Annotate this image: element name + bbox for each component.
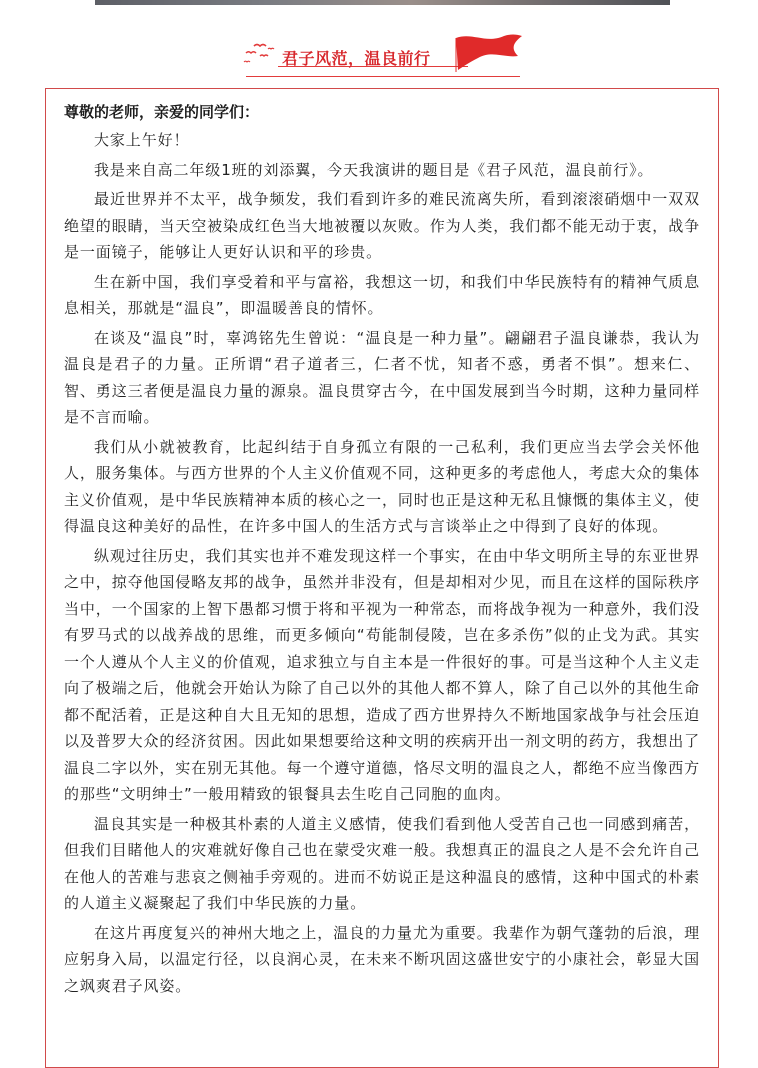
header-underline [246, 76, 520, 77]
paragraph-4: 生在新中国，我们享受着和平与富裕，我想这一切，和我们中华民族特有的精神气质息息相关，那就是“温良”，即温暖善良的情怀。 [64, 272, 700, 317]
top-photo-strip [95, 0, 670, 5]
paragraph-9: 在这片再度复兴的神州大地之上，温良的力量尤为重要。我辈作为朝气蓬勃的后浪，理应躬身入局，以温定行径，以良润心灵，在未来不断巩固这盛世安宁的小康社会，彰显大国之飒爽君子风姿。 [64, 923, 701, 995]
red-flag-icon [452, 32, 524, 72]
paragraph-6: 我们从小就被教育，比起纠结于自身孤立有限的一己私利，我们更应当去学会关怀他人，服务集体。与西方世界的个人主义价值观不同，这种更多的考虑他人，考虑大众的集体主义价值观，是中华民族精神本质的核心之一，同时也正是这种无私且慷慨的集体主义，使得温良这种美好的品性，在许多中国人的生活方式与言谈举止之中得到了良好的体现。 [64, 437, 701, 535]
paragraph-2: 我是来自高二年级1班的刘添翼，今天我演讲的题目是《君子风范，温良前行》。 [94, 160, 654, 179]
greeting: 尊敬的老师，亲爱的同学们： [64, 103, 260, 121]
flying-birds-icon [242, 40, 282, 66]
paragraph-7: 纵观过往历史，我们其实也并不难发现这样一个事实，在由中华文明所主导的东亚世界之中，掠夺他国侵略友邦的战争，虽然并非没有，但是却相对少见，而且在这样的国际秩序当中，一个国家的上智下愚都习惯于将和平视为一种常态，而将战争视为一种意外，我们没有罗马式的以战养战的思维，而更多倾向“苟能制侵陵，岂在多杀伤”似的止戈为武。其实一个人遵从个人主义的价值观，追求独立与自主本是一件很好的事。可是当这种个人主义走向了极端之后，他就会开始认为除了自己以外的其他人都不算人，除了自己以外的其他生命都不配活着，正是这种自大且无知的思想，造成了西方世界持久不断地国家战争与社会压迫以及普罗大众的经济贫困。因此如果想要给这种文明的疾病开出一剂文明的药方，我想出了温良二字以外，实在别无其他。每一个遵守道德，恪尽文明的温良之人，都绝不应当像西方的那些“文明绅士”一般用精致的银餐具去生吃自己同胞的血肉。 [64, 546, 701, 803]
paragraph-1: 大家上午好！ [94, 131, 190, 149]
section-header [242, 32, 522, 80]
paragraph-8: 温良其实是一种极其朴素的人道主义感情，使我们看到他人受苦自己也一同感到痛苦，但我们目睹他人的灾难就好像自己也在蒙受灾难一般。我想真正的温良之人是不会允许自己在他人的苦难与悲哀之侧袖手旁观的。进而不妨说正是这种温良的感情，这种中国式的朴素的人道主义凝聚起了我们中华民族的力量。 [64, 814, 701, 912]
paragraph-3: 最近世界并不太平，战争频发，我们看到许多的难民流离失所，看到滚滚硝烟中一双双绝望的眼睛，当天空被染成红色当大地被覆以灰败。作为人类，我们都不能无动于衷，战争是一面镜子，能够让人更好认识和平的珍贵。 [64, 190, 701, 261]
paragraph-5: 在谈及“温良”时，辜鸿铭先生曾说：“温良是一种力量”。翩翩君子温良谦恭，我认为温良是君子的力量。正所谓“君子道者三，仁者不忧，知者不惑，勇者不惧”。想来仁、智、勇这三者便是温良力量的源泉。温良贯穿古今，在中国发展到当今时期，这种力量同样是不言而喻。 [64, 328, 701, 426]
section-title: 君子风范，温良前行 [282, 49, 431, 68]
speech-content-box [45, 88, 719, 1068]
